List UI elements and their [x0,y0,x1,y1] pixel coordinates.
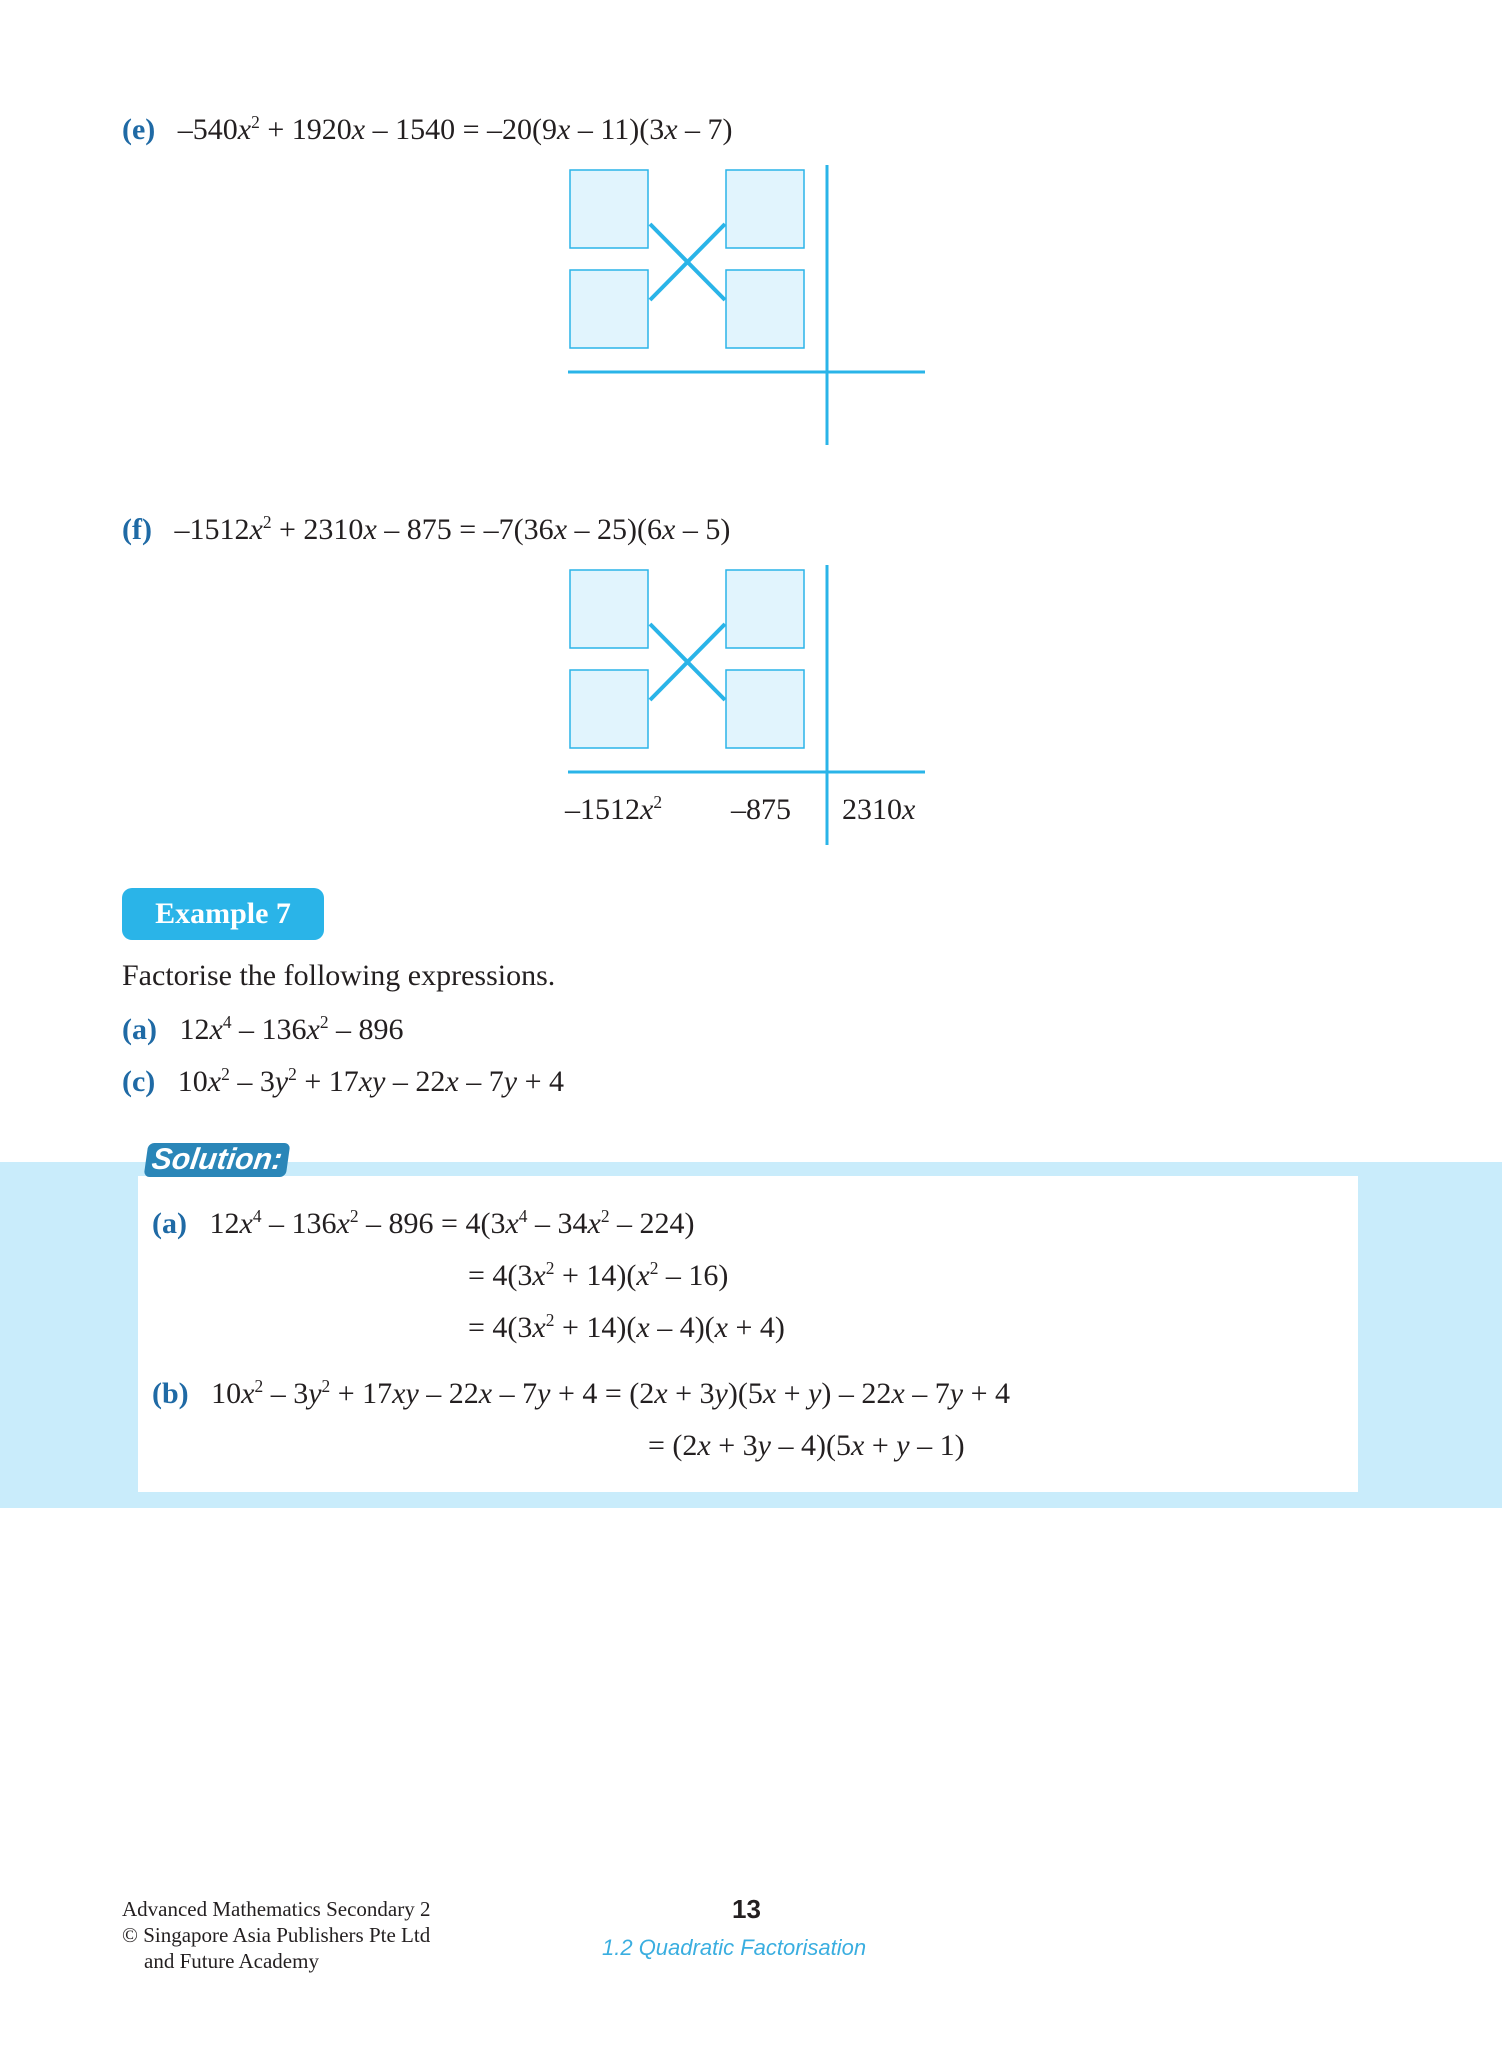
diagram-e-box-bottom-left [570,270,648,348]
solution-a-line-1 [152,1206,695,1242]
example-instruction: Factorise the following expressions. [122,959,556,992]
diagram-e-box-bottom-right [726,270,804,348]
example-part-c [122,1064,564,1100]
example-part-a [122,1012,404,1048]
footer-copyright-cont: and Future Academy [144,1949,319,1973]
solution-a-step-3: = $4(3x^2 + 14)(x - 4)(x + 4)$ [468,1310,785,1344]
problem-e-expression: $-540x^2 + 1920x - 1540 = -20(9x - 11)(3x - 7)$ [162,112,733,146]
problem-e-line [122,112,733,148]
diagram-f-bottom-left-term: $-1512x^2$ [565,792,663,826]
diagram-f-bottom-mid-term: –875 [731,793,791,826]
footer-copyright: © Singapore Asia Publishers Pte Ltd [122,1923,431,1947]
diagram-f-bottom-right-term: 2310x [842,793,916,826]
section-title: 1.2 Quadratic Factorisation [602,1935,867,1960]
problem-f-label: (f) [122,513,152,546]
solution-b-step-2: = (2x + 3y – 4)(5x + y – 1) [648,1429,965,1462]
example-part-c-label: (c) [122,1065,156,1098]
cross-method-diagram-e [560,160,940,450]
example-part-a-label: (a) [122,1013,157,1046]
diagram-f-box-top-left [570,570,648,648]
diagram-e-box-top-right [726,170,804,248]
solution-a-label: (a) [152,1207,187,1240]
diagram-f-box-top-right [726,570,804,648]
solution-a-step-2: = $4(3x^2 + 14)(x^2 - 16)$ [468,1258,729,1292]
problem-e-label: (e) [122,113,156,146]
diagram-f-box-bottom-left [570,670,648,748]
footer-book-title: Advanced Mathematics Secondary 2 [122,1897,431,1921]
solution-b-step-1: $10x^2 - 3y^2 + 17xy - 22x - 7y + 4 = (2x + 3y)(5x + y) - 22x - 7y + 4$ [196,1376,1010,1410]
example-part-c-expression: $10x^2 - 3y^2 + 17xy - 22x - 7y + 4$ [162,1064,564,1098]
problem-f-line [122,512,730,548]
solution-a-step-1: $12x^4 - 136x^2 - 896 = 4(3x^4 - 34x^2 - 224)$ [194,1206,695,1240]
solution-b-label: (b) [152,1377,189,1410]
diagram-e-box-top-left [570,170,648,248]
solution-b-line-1 [152,1376,1010,1412]
example-badge: Example 7 [122,888,324,940]
solution-tag: Solution: [144,1143,291,1177]
page-number: 13 [732,1894,761,1924]
diagram-f-box-bottom-right [726,670,804,748]
example-part-a-expression: $12x^4 - 136x^2 - 896$ [164,1012,404,1046]
problem-f-expression: $-1512x^2 + 2310x - 875 = -7(36x - 25)(6x - 5)$ [159,512,731,546]
